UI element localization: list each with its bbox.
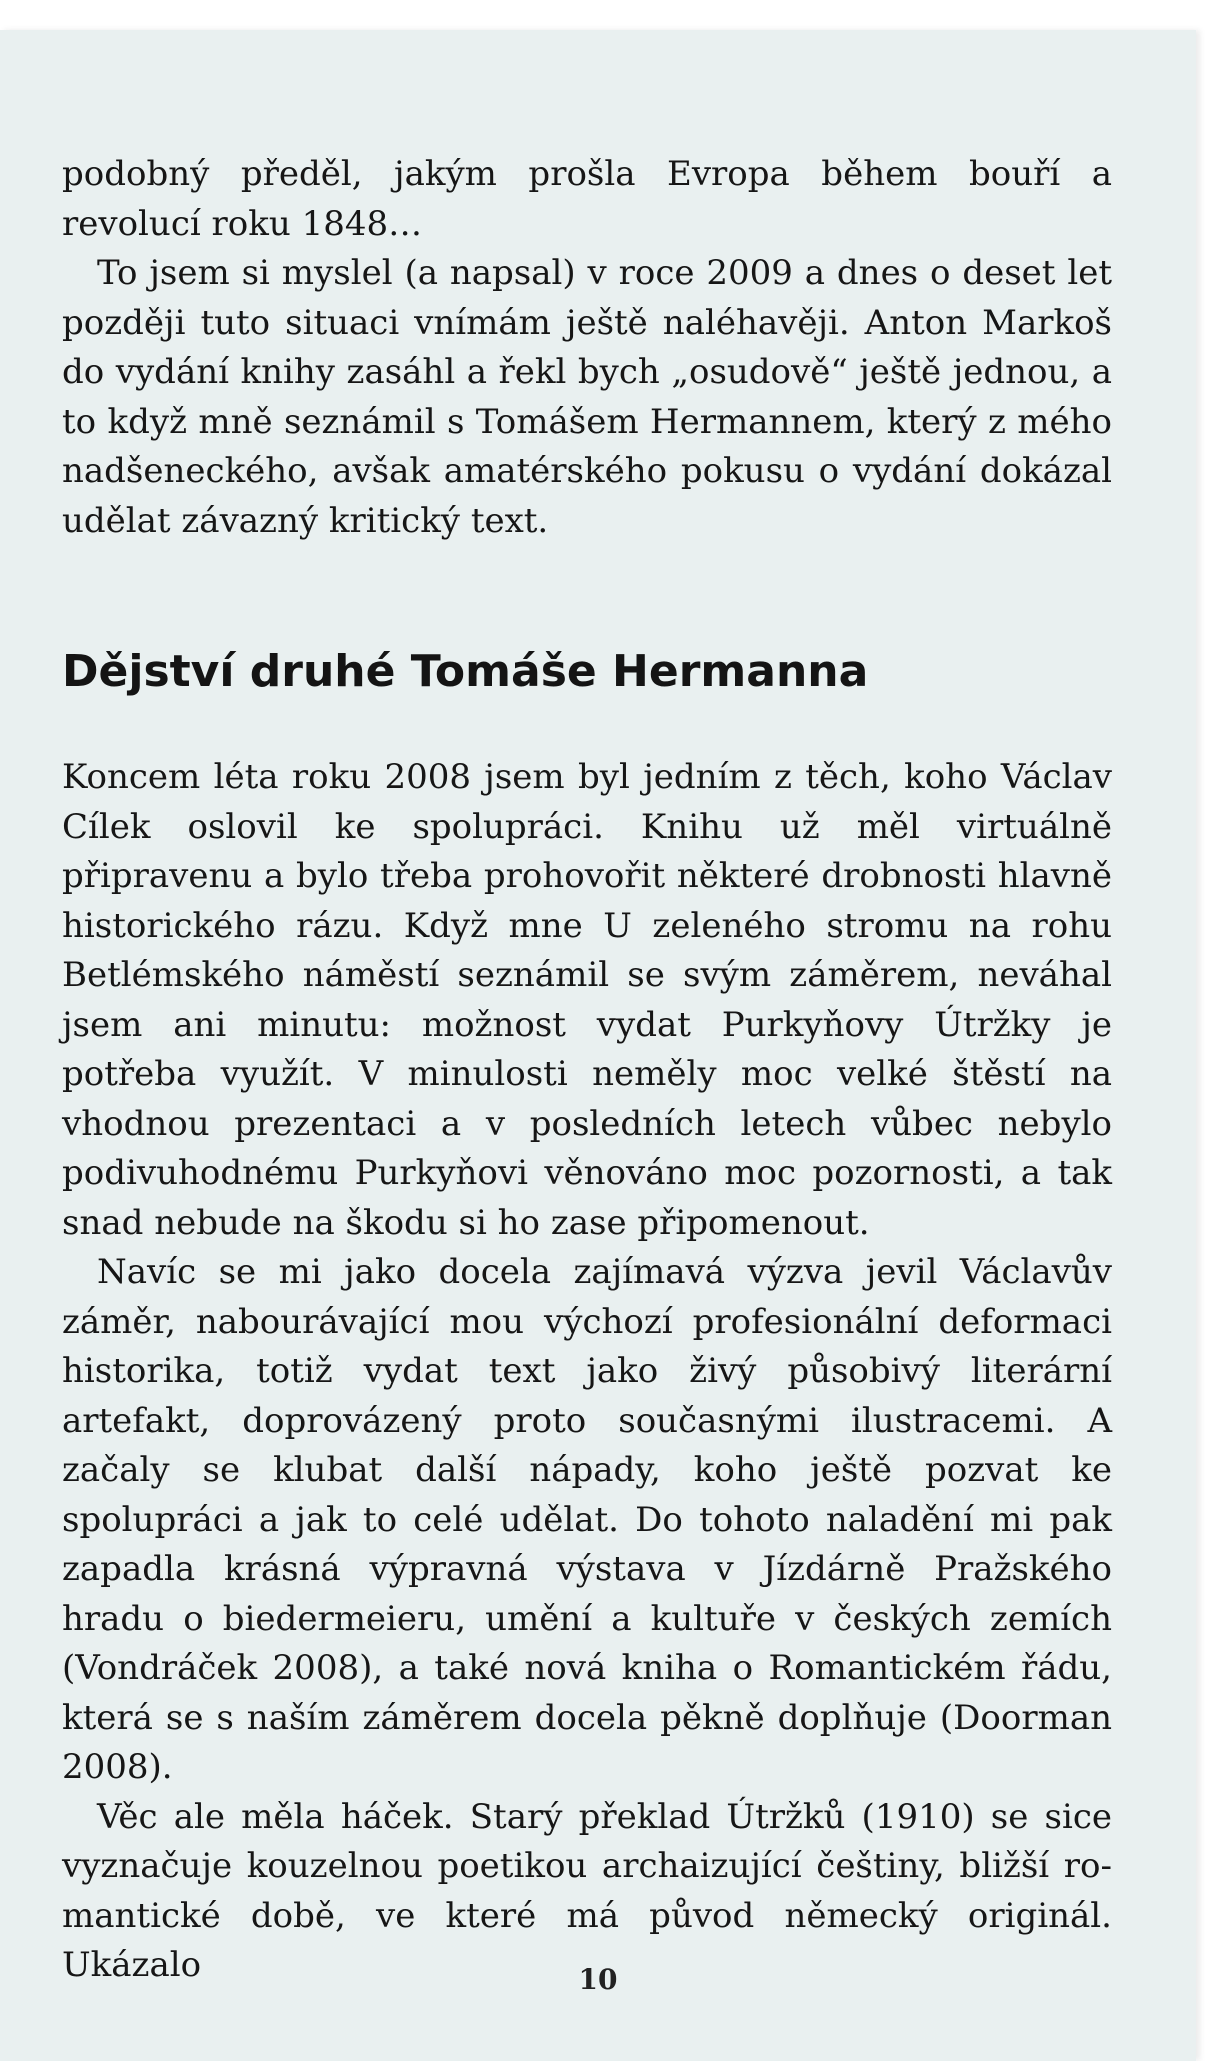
page-number: 10: [578, 1963, 618, 1996]
paragraph: To jsem si myslel (a napsal) v roce 2009 a dnes o deset let později tuto situaci vnímám ještě naléhavěji. Anton Markoš do vydání knihy zasáhl a řekl bych „osudově“ ještě jednou, a to když mně seznámil s Tomášem Hermannem, který z mého nadšeneckého, avšak amatérského pokusu o vydání dokázal udělat závazný kritický text.: [62, 253, 1112, 541]
section-heading: Dějství druhé Tomáše Hermanna: [62, 646, 869, 697]
paragraph: Navíc se mi jako docela zajímavá výzva jevil Václavův záměr, nabourávající mou výchozí profesionální deformaci historika, totiž vydat text jako živý působivý literární artefakt, doprovázený proto současnými ilustracemi. A začaly se klubat další nápady, koho ještě pozvat ke spolupráci a jak to celé udělat. Do tohoto naladění mi pak zapadla krásná výpravná výstava v Jízdárně Pražského hradu o biedermeieru, umění a kultuře v českých zemích (Vondráček 2008), a také nová kniha o Romantickém řádu, která se s naším záměrem docela pěkně doplňuje (Doorman 2008).: [62, 1252, 1112, 1787]
intro-text: [62, 150, 1112, 546]
book-page: [0, 30, 1196, 2061]
section-text: [62, 753, 1112, 1991]
paragraph: Věc ale měla háček. Starý překlad Útržků (1910) se sice vyznačuje kouzelnou poetikou archaizující češtiny, bližší romantické době, ve které má původ německý originál. Ukázalo: [62, 1796, 1112, 1985]
paragraph: podobný předěl, jakým prošla Evropa během bouří a revolucí roku 1848…: [62, 154, 1112, 244]
paragraph: Koncem léta roku 2008 jsem byl jedním z těch, koho Václav Cílek oslovil ke spolupráci. Knihu už měl virtuálně připravenu a bylo třeba prohovořit některé drobnosti hlavně historického rázu. Když mne U zeleného stromu na rohu Betlémského náměstí seznámil se svým záměrem, neváhal jsem ani minutu: možnost vydat Purkyňovy Útržky je potřeba využít. V minulosti neměly moc velké štěstí na vhodnou prezentaci a v posledních letech vůbec nebylo podivuhodnému Purkyňovi věnováno moc pozornosti, a tak snad nebude na škodu si ho zase připomenout.: [62, 757, 1112, 1243]
